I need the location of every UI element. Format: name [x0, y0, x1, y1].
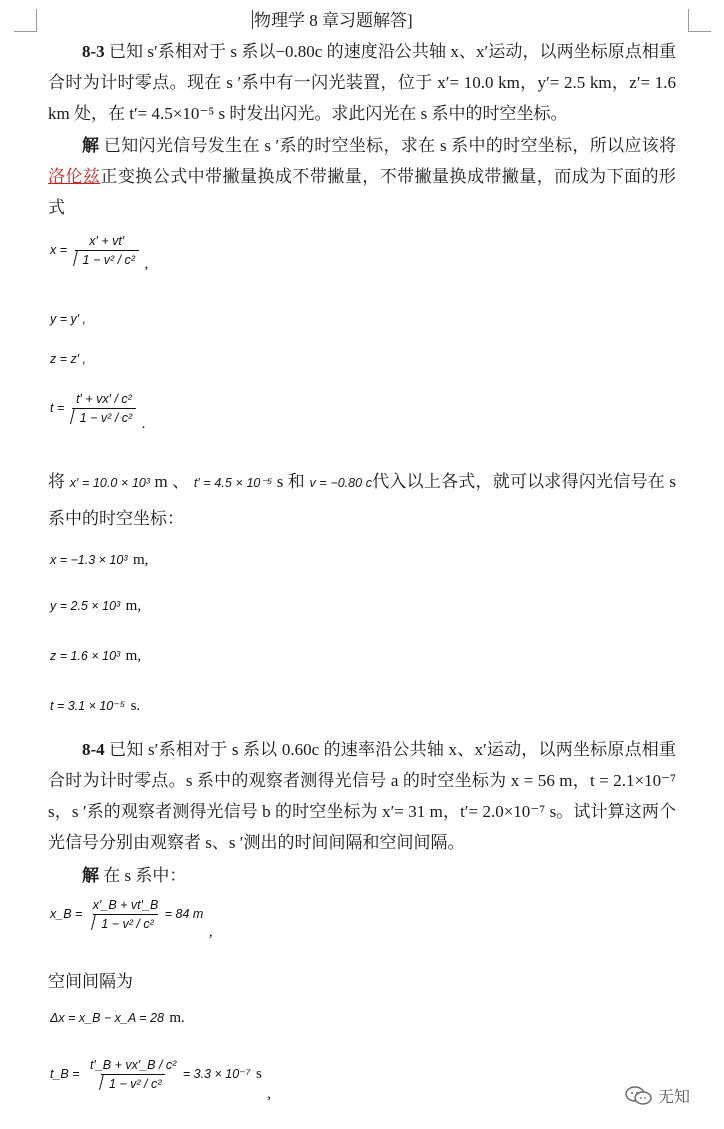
equation-y: y = y′ ,	[50, 312, 87, 326]
result-expr: t = 3.1 × 10⁻⁵	[50, 699, 126, 713]
equation-tb	[50, 1058, 271, 1103]
result-expr: x = −1.3 × 10³	[50, 553, 128, 567]
title-text: 物理学 8 章习题解答]	[254, 11, 413, 30]
space-interval-label: 空间间隔为	[48, 972, 133, 991]
denominator: 1 − v² / c²	[72, 408, 136, 425]
problem-number: 8-3	[82, 42, 105, 61]
numerator: t′_B + vx′_B / c²	[90, 1058, 177, 1072]
substitution-paragraph	[48, 464, 676, 537]
solution-text-cont: 正变换公式中带撇量换成不带撇量，不带撇量换成带撇量，而成为下面的形式	[48, 167, 677, 217]
result-unit: s.	[130, 698, 141, 714]
denominator: 1 − v² / c²	[101, 1074, 165, 1091]
eq-rhs: = 84 m	[164, 906, 204, 921]
solution-text: 在 s 系中：	[99, 866, 187, 885]
equation-t	[50, 392, 145, 433]
problem-8-4	[48, 734, 676, 858]
numerator: t′ + vx′ / c²	[76, 392, 132, 406]
subst-unit: m 、	[150, 472, 194, 491]
fraction	[72, 392, 136, 425]
document-title	[252, 6, 413, 31]
eq-lhs: x_B =	[50, 906, 83, 921]
text-cursor	[252, 10, 253, 29]
denominator: 1 − v² / c²	[93, 914, 157, 931]
problem-8-3	[48, 36, 676, 129]
solution-label: 解	[82, 136, 100, 155]
subst-text: 将	[48, 472, 70, 491]
eq-lhs: x =	[50, 242, 68, 257]
solution-8-3	[48, 130, 676, 223]
fraction	[75, 234, 139, 267]
chat-bubbles-icon	[624, 1085, 654, 1107]
equation-dx	[50, 1010, 185, 1027]
result-expr: z = 1.6 × 10³	[50, 649, 121, 663]
denominator: 1 − v² / c²	[75, 250, 139, 267]
numerator: x′ + vt′	[89, 234, 125, 248]
result-t	[50, 698, 140, 715]
problem-text: 已知 s′系相对于 s 系以−0.80c 的速度沿公共轴 x、x′运动，以两坐标原点相重合时为计时零点。现在 s ′系中有一闪光装置，位于 x′= 10.0 km，y′= 2.5 km，z′= 1.6 km 处，在 t′= 4.5×10⁻⁵ s 时发出闪光。求此闪光在 s 系中的时空坐标。	[48, 42, 676, 123]
watermark	[624, 1084, 690, 1107]
subst-value-v: v = −0.80 c	[309, 476, 372, 490]
subst-text-cont: 代入以上各式，就可以求得闪光信号在 s 系中的时空坐标：	[48, 472, 677, 528]
problem-text: 已知 s′系相对于 s 系以 0.60c 的速率沿公共轴 x、x′运动，以两坐标原点相重合时为计时零点。s 系中的观察者测得光信号 a 的时空坐标为 x = 56 m，t = 2.1×10⁻⁷ s，s ′系的观察者测得光信号 b 的时空坐标为 x′= 31 m，t′= 2.0×10⁻⁷ s。试计算这两个光信号分别由观察者 s、s ′测出的时间间隔和空间间隔。	[48, 740, 676, 852]
eq-tail: ,	[208, 923, 213, 940]
equation-x	[50, 234, 148, 273]
solution-text: 已知闪光信号发生在 s ′系的时空坐标，求在 s 系中的时空坐标，所以应该将	[99, 136, 677, 155]
subst-value-x: x′ = 10.0 × 10³	[69, 476, 151, 490]
eq-unit: m.	[169, 1010, 185, 1026]
subst-value-t: t′ = 4.5 × 10⁻⁵	[193, 476, 273, 490]
solution-8-4	[48, 860, 676, 891]
equation-z: z = z′ ,	[50, 352, 87, 366]
result-unit: m,	[132, 552, 149, 568]
result-expr: y = 2.5 × 10³	[50, 599, 121, 613]
result-unit: m,	[125, 598, 142, 614]
problem-number: 8-4	[82, 740, 105, 759]
eq-tail: ,	[267, 1085, 272, 1102]
result-x	[50, 552, 148, 569]
eq-lhs: t_B =	[50, 1066, 80, 1081]
eq-tail: .	[141, 415, 146, 432]
fraction	[87, 1058, 179, 1091]
eq-rhs: = 3.3 × 10⁻⁷	[182, 1066, 251, 1081]
corner-mark-left	[14, 9, 37, 32]
result-z	[50, 648, 141, 665]
eq-expr: Δx = x_B − x_A = 28	[50, 1011, 164, 1025]
eq-unit: s	[255, 1065, 262, 1082]
eq-lhs: t =	[50, 400, 65, 415]
watermark-text: 无知	[658, 1089, 691, 1106]
eq-tail: ,	[144, 255, 149, 272]
result-y	[50, 598, 141, 615]
result-unit: m,	[125, 648, 142, 664]
lorentz-link[interactable]: 洛伦兹	[48, 167, 101, 186]
solution-label: 解	[82, 866, 99, 885]
equation-xb	[50, 898, 213, 941]
fraction	[90, 898, 162, 931]
corner-mark-right	[688, 9, 711, 32]
subst-unit: s 和	[272, 472, 310, 491]
numerator: x′_B + vt′_B	[92, 898, 159, 912]
